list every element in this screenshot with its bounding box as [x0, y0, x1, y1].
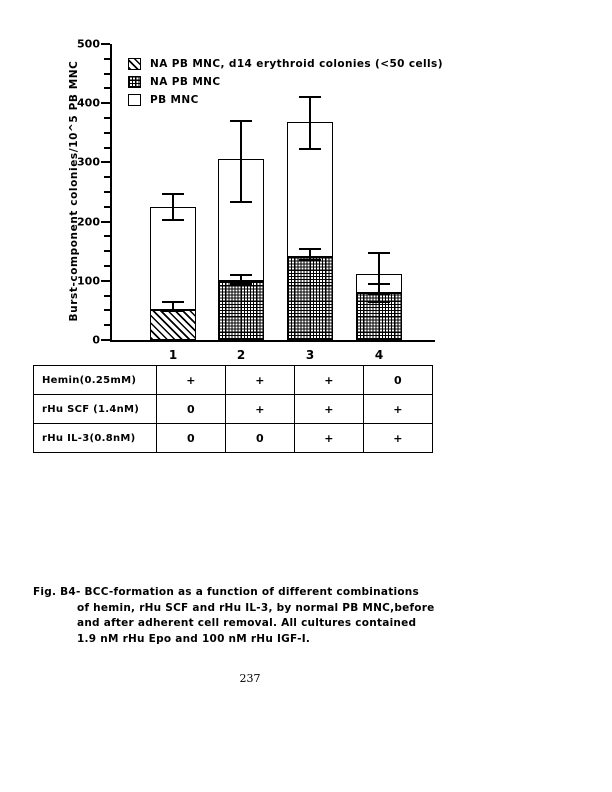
error-bar-cap-upper	[162, 193, 184, 195]
legend-entry	[128, 73, 443, 90]
caption-line-3: and after adherent cell removal. All cultures contained	[77, 617, 417, 629]
chart-legend	[128, 55, 443, 109]
y-axis-title: Burst-component colonies/10^5 PB MNC	[68, 60, 80, 322]
error-bar-cap-upper	[299, 248, 321, 250]
y-tick-minor	[104, 87, 110, 89]
y-tick-label: 400	[77, 96, 100, 110]
y-tick-label: 100	[77, 274, 100, 288]
error-bar-cap-lower	[230, 201, 252, 203]
condition-row	[34, 424, 433, 453]
error-bar-cap-lower	[299, 259, 321, 261]
caption-line-2: of hemin, rHu SCF and rHu IL-3, by normal PB MNC,before	[77, 601, 435, 614]
legend-entry	[128, 55, 443, 72]
open-white-swatch	[128, 94, 141, 106]
checker-dot-swatch	[128, 76, 141, 88]
y-tick-major	[101, 339, 110, 341]
bar-segment	[287, 257, 333, 340]
y-tick-minor	[104, 295, 110, 297]
error-bar-cap-lower	[368, 301, 390, 303]
error-bar-cap-lower	[230, 283, 252, 285]
condition-cell: 0	[226, 424, 295, 453]
y-tick-label: 500	[77, 37, 100, 51]
error-bar-stem	[172, 193, 174, 218]
condition-cell: 0	[157, 424, 226, 453]
condition-cell: 0	[364, 366, 433, 395]
bar-segment	[218, 281, 264, 340]
condition-cell: +	[295, 395, 364, 424]
x-axis-line	[110, 340, 435, 342]
condition-row	[34, 366, 433, 395]
y-tick-minor	[104, 147, 110, 149]
error-bar-cap-lower	[368, 293, 390, 295]
error-bar-cap-lower	[299, 148, 321, 150]
y-tick-label: 0	[92, 333, 100, 347]
y-tick-minor	[104, 206, 110, 208]
page-number: 237	[239, 672, 261, 685]
error-bar-stem	[378, 252, 380, 292]
condition-row-label: rHu SCF (1.4nM)	[34, 395, 157, 424]
y-tick-minor	[104, 132, 110, 134]
error-bar-cap-upper	[162, 301, 184, 303]
y-tick-major	[101, 102, 110, 104]
error-bar-stem	[240, 120, 242, 201]
x-tick-label: 4	[374, 348, 384, 362]
y-tick-minor	[104, 58, 110, 60]
y-tick-minor	[104, 235, 110, 237]
y-tick-minor	[104, 265, 110, 267]
condition-row-label: rHu IL-3(0.8nM)	[34, 424, 157, 453]
caption-line-4: 1.9 nM rHu Epo and 100 nM rHu IGF-I.	[77, 632, 311, 645]
condition-cell: +	[226, 366, 295, 395]
condition-table	[33, 365, 433, 453]
condition-cell: +	[295, 424, 364, 453]
y-tick-major	[101, 161, 110, 163]
error-bar-cap-lower	[162, 219, 184, 221]
condition-row-label: Hemin(0.25mM)	[34, 366, 157, 395]
condition-cell: +	[295, 366, 364, 395]
y-tick-major	[101, 280, 110, 282]
y-tick-minor	[104, 191, 110, 193]
condition-row	[34, 395, 433, 424]
condition-cell: +	[157, 366, 226, 395]
x-tick-label: 2	[236, 348, 246, 362]
error-bar-cap-upper	[230, 120, 252, 122]
y-tick-minor	[104, 250, 110, 252]
chart-plot-area	[77, 37, 443, 362]
diagonal-hatch-swatch	[128, 58, 141, 70]
y-tick-minor	[104, 309, 110, 311]
legend-label: NA PB MNC, d14 erythroid colonies (<50 cells)	[150, 57, 443, 70]
y-tick-minor	[104, 176, 110, 178]
y-tick-minor	[104, 73, 110, 75]
condition-cell: +	[364, 395, 433, 424]
error-bar-cap-lower	[162, 310, 184, 312]
x-tick-label: 1	[168, 348, 178, 362]
caption-line-1: Fig. B4- BCC-formation as a function of different combinations	[33, 586, 420, 598]
y-tick-label: 200	[77, 215, 100, 229]
error-bar-cap-upper	[230, 274, 252, 276]
y-tick-label: 300	[77, 155, 100, 169]
condition-cell: +	[226, 395, 295, 424]
x-tick-label: 3	[305, 348, 315, 362]
condition-cell: 0	[157, 395, 226, 424]
error-bar-cap-upper	[368, 252, 390, 254]
condition-cell: +	[364, 424, 433, 453]
bar-segment	[150, 207, 196, 311]
y-tick-minor	[104, 117, 110, 119]
y-axis-line	[110, 44, 112, 342]
legend-label: NA PB MNC	[150, 75, 221, 88]
legend-label: PB MNC	[150, 93, 199, 106]
y-tick-minor	[104, 324, 110, 326]
bar-segment	[150, 310, 196, 340]
y-tick-major	[101, 43, 110, 45]
legend-entry	[128, 91, 443, 108]
y-tick-major	[101, 221, 110, 223]
figure-caption	[33, 585, 533, 647]
